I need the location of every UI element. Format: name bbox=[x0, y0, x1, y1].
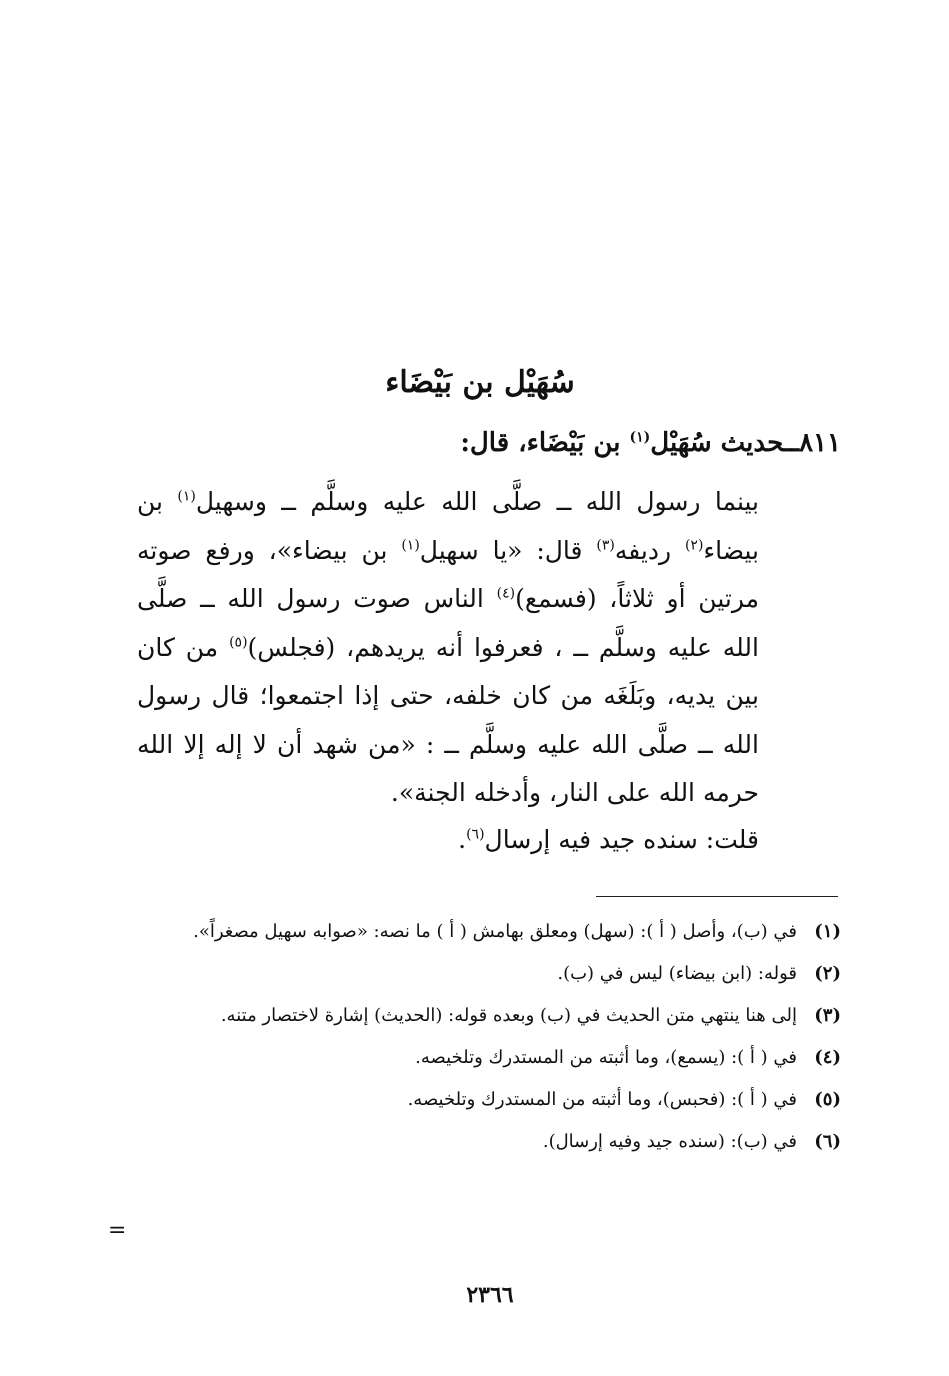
author-note bbox=[137, 816, 759, 864]
footnote-ref: (١) bbox=[401, 537, 420, 554]
hadith-header bbox=[141, 418, 841, 468]
hadith-header-text: حديث سُهَيْل bbox=[650, 428, 784, 458]
footnote-item bbox=[141, 1040, 841, 1076]
footnote-ref: (٤) bbox=[496, 585, 516, 602]
footnote-item bbox=[141, 1082, 841, 1118]
footnotes-list bbox=[141, 914, 841, 1166]
footnote-ref: (٦) bbox=[466, 826, 485, 843]
footnote-item bbox=[141, 956, 841, 992]
page-number: ٢٣٦٦ bbox=[466, 1282, 514, 1308]
hadith-body-text: الناس صوت رسول الله ــ صلَّى الله عليه وسلَّم ــ ، فعرفوا أنه يريدهم، (فجلس) bbox=[137, 584, 759, 662]
hadith-number-dash: ــ bbox=[783, 428, 800, 458]
hadith-body-text: رديفه bbox=[614, 535, 685, 565]
footnote-text: في (ب)، وأصل ( أ ): (سهل) ومعلق بهامش ( أ ) ما نصه: «صوابه سهيل مصغراً». bbox=[193, 921, 797, 942]
footnote-text: في (ب): (سنده جيد وفيه إرسال). bbox=[542, 1131, 797, 1152]
footnote-item bbox=[141, 914, 841, 950]
author-note-end: . bbox=[458, 825, 467, 854]
footnote-marker: (٢) bbox=[814, 963, 841, 984]
footnote-marker: (٦) bbox=[814, 1131, 841, 1152]
footnote-ref: (٥) bbox=[229, 634, 248, 651]
footnote-text: إلى هنا ينتهي متن الحديث في (ب) وبعده قوله: (الحديث) إشارة لاختصار متنه. bbox=[220, 1005, 797, 1026]
hadith-body-text: من كان بين يديه، وبَلَغَه من كان خلفه، حتى إذا اجتمعوا؛ قال رسول الله ــ صلَّى الله عليه وسلَّم ــ : «من شهد أن لا إله إلا الله حرمه الله على النار، وأدخله الجنة». bbox=[137, 632, 759, 807]
footnote-divider bbox=[596, 896, 838, 897]
footnote-item bbox=[141, 1124, 841, 1160]
hadith-body-text: بن بيضاء bbox=[137, 487, 759, 565]
footnote-marker: (٣) bbox=[814, 1005, 841, 1026]
footnote-ref: (١) bbox=[629, 429, 651, 446]
hadith-body-text: بينما رسول الله ــ صلَّى الله عليه وسلَّم ــ وسهيل bbox=[195, 487, 759, 516]
hadith-body bbox=[137, 478, 759, 818]
footnote-item bbox=[141, 998, 841, 1034]
footnote-marker: (٤) bbox=[814, 1047, 841, 1068]
footnote-ref: (٣) bbox=[596, 537, 615, 554]
hadith-body-text: بن بيضاء»، ورفع صوته مرتين أو ثلاثاً، (فسمع) bbox=[137, 535, 759, 613]
footnote-text: قوله: (ابن بيضاء) ليس في (ب). bbox=[557, 963, 797, 984]
footnote-ref: (١) bbox=[177, 488, 196, 505]
footnote-marker: (١) bbox=[814, 921, 841, 942]
footnote-ref: (٢) bbox=[684, 537, 704, 554]
continuation-mark: = bbox=[108, 1218, 127, 1243]
hadith-header-text-end: بن بَيْضَاء، قال: bbox=[460, 428, 630, 458]
hadith-number: ٨١١ bbox=[799, 428, 841, 458]
hadith-body-text: قال: «يا سهيل bbox=[419, 535, 597, 565]
section-title: سُهَيْل بن بَيْضَاء bbox=[385, 365, 575, 400]
author-note-text: قلت: سنده جيد فيه إرسال bbox=[484, 825, 759, 854]
footnote-text: في ( أ ): (فحبس)، وما أثبته من المستدرك وتلخيصه. bbox=[407, 1089, 797, 1110]
footnote-marker: (٥) bbox=[814, 1089, 841, 1110]
footnote-text: في ( أ ): (يسمع)، وما أثبته من المستدرك وتلخيصه. bbox=[415, 1047, 797, 1068]
